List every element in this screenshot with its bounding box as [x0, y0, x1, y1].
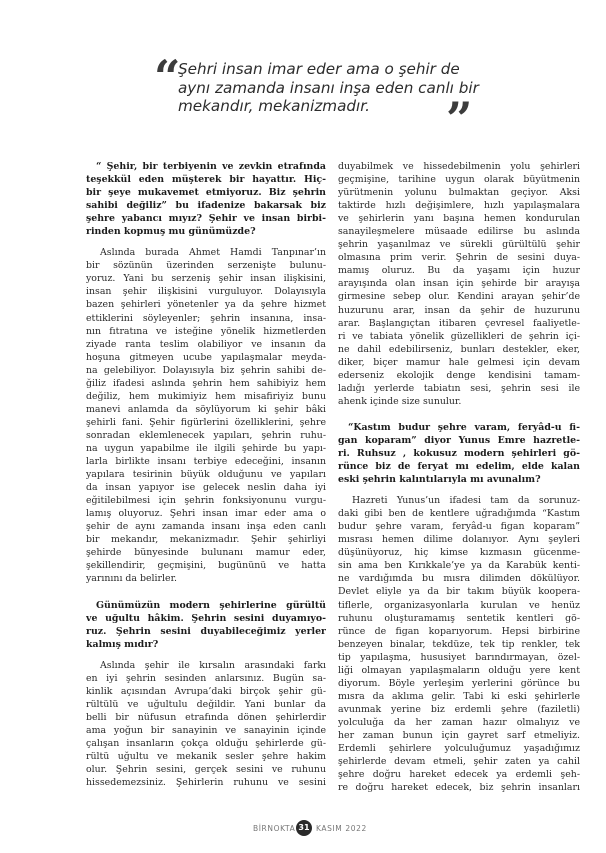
text-line: hissedemezsiniz. Şehirlerin ruhunu ve sesini [86, 777, 326, 789]
text-line: kalmış mıdır? [86, 638, 159, 650]
text-line: teşekkül eden müşterek bir hayattır. Hiç- [86, 174, 326, 186]
text-line: mısrası hemen dilime dolanıyor. Aynı şeyleri [338, 534, 580, 546]
text-line: arayışında olan insan için şehirde bir arayışa [338, 278, 580, 290]
text-line: en iyi şehrin sesinden anlarsınız. Bugün sa- [86, 672, 326, 684]
text-line: mısra da aklıma gelir. Tabi ki eski şehirlerle [338, 690, 580, 702]
text-line: tip yapılaşma, hususiyet barındırmayan, özel- [338, 651, 580, 663]
close-quote-mark: ” [446, 92, 473, 146]
text-line: taktirde hızlı değişimlere, hızlı yapılaşmalara [338, 200, 580, 212]
text-line: ruhunu oluşturamamış sentetik kentleri gö- [338, 612, 580, 624]
text-line: ederseniz ekolojik denge kendisini tamam- [338, 369, 580, 381]
text-line: Hazreti Yunus’un ifadesi tam da sorunuz- [352, 495, 580, 507]
text-line: ahenk içinde size sunulur. [338, 395, 462, 407]
text-line: na gelebiliyor. Dolayısıyla biz şehrin sahibi de- [86, 364, 326, 376]
text-line: ğiliz ifadesi aslında şehrin hem sahibiyiz hem [86, 377, 326, 389]
text-line: sin ama ben Kırıkkale’ye ya da Karabük kenti- [338, 560, 580, 572]
interview-answer [86, 659, 326, 789]
left-column [86, 160, 326, 800]
text-line: manevi anlamda da söylüyorum ki şehir bâki [86, 403, 326, 415]
open-quote-mark: “ [154, 50, 181, 104]
text-line: mamış oluruz. Bu da yaşamı için huzur [338, 265, 580, 277]
interview-answer [86, 246, 326, 585]
right-column [338, 160, 580, 800]
text-line: ri. Ruhsuz , kokusuz modern şehirleri gö- [338, 447, 580, 459]
text-line: ve uğultu hâkim. Şehrin sesini duyamıyo- [86, 612, 326, 624]
text-line: yürütmenin yolunu bulmaktan geçiyor. Aksi [338, 187, 580, 199]
text-line: benzeyen binalar, tekdüze, tek tip renkler, tek [338, 638, 580, 650]
text-line: eğitilebilmesi için şehrin fonksiyonunu vurgu- [86, 495, 326, 507]
text-line: lamış oluyoruz. Şehri insan imar eder ama o [86, 508, 326, 520]
interview-answer-continued [338, 160, 580, 408]
text-line: rünce biz de feryat mı edelim, elde kalan [338, 461, 580, 473]
text-line: ziyade ranta teslim olabiliyor ve insanın da [86, 338, 326, 350]
text-line: da insan yapıyor ise gelecek neslin daha iyi [86, 482, 326, 494]
text-line: gan koparam” diyor Yunus Emre hazretle- [338, 434, 580, 446]
text-line: hoşuna gitmeyen ucube yapılaşmalar meyda- [86, 351, 326, 363]
text-line: sonradan eklemlenecek yapıları, şehrin ruhu- [86, 429, 326, 441]
magazine-name: BİRNOKTA [253, 824, 296, 833]
text-line: çalışan insanların çokça olduğu şehirlerde gü- [86, 737, 326, 749]
text-line: avunmak yerine biz erdemli şehre (faziletli) [338, 703, 580, 715]
text-line: rünce de figan koparıyorum. Hepsi birbirine [338, 625, 580, 637]
text-line: ama yoğun bir sanayinin ve sanayinin içinde [86, 724, 326, 736]
text-line: şehrin yaşanılmaz ve sürekli gürültülü şehir [338, 239, 580, 251]
text-line: şehirlerde devam etmeli, şehir zaten ya cahil [338, 756, 580, 768]
text-line: yarınını da belirler. [86, 573, 177, 585]
text-line: Aslında burada Ahmet Hamdi Tanpınar’ın [100, 247, 326, 259]
page-number: 31 [296, 820, 312, 836]
text-line: arar. Başlangıçtan itibaren çevresel faaliyetle- [338, 317, 580, 329]
text-line: şekillendirir, geçmişini, bugününü ve hatta [86, 560, 326, 572]
text-line: şehre yabancı mıyız? Şehir ve insan birbi- [86, 213, 326, 225]
text-line: ri ve tabiata yönelik güzellikleri de şehrin içi- [338, 330, 580, 342]
text-line: Devlet eliyle ya da bir takım büyük koopera- [338, 586, 580, 598]
text-line: girmesine sebep olur. Kendini arayan şehir’de [338, 291, 580, 303]
text-line: ladığı yerlerde tabiatın sesi, şehrin sesi ile [338, 382, 580, 394]
page-footer [0, 819, 606, 839]
text-line: tiflerle, organizasyonlarla kurulan ve henüz [338, 599, 580, 611]
text-line: yapılara tesirinin büyük olduğunu ve yapıları [86, 469, 326, 481]
text-line: liği olmayan yapılaşmaların olduğu yere kent [338, 664, 580, 676]
text-line: duyabilmek ve hissedebilmenin yolu şehirleri [338, 161, 580, 172]
text-line: huzurunu arar, insan da şehir de huzurunu [338, 304, 580, 316]
text-line: ettiklerini söyleyenler; şehrin insanına, insa- [86, 312, 326, 324]
text-line: nın fıtratına ve isteğine yönelik hizmetlerden [86, 325, 326, 337]
text-line: Erdemli şehirlere yolculuğumuz yaşadığımız [338, 743, 580, 755]
text-line: insan şehir ilişkisini vurguluyor. Dolayısıyla [86, 286, 326, 298]
text-line: rültülü ve uğultulu değildir. Yani bunlar da [86, 698, 326, 710]
text-line: Günümüzün modern şehirlerine gürültü [96, 599, 326, 611]
text-line: re doğru hareket edecek, biz şehrin insanları [338, 782, 580, 794]
interview-question [338, 421, 580, 486]
text-line: rinden kopmuş mu günümüzde? [86, 226, 256, 238]
text-line: budur şehre varam, feryâd-u figan koparam” [338, 521, 580, 533]
text-line: bir mekandır, mekanizmadır. Şehir şehirliyi [86, 534, 326, 546]
text-line: olur. Şehrin sesini, gerçek sesini ve ruhunu [86, 764, 326, 776]
text-line: ne vardığımda bu mısra dilimden dökülüyor. [338, 573, 580, 585]
text-line: sahibi değiliz” bu ifadenize bakarsak biz [86, 200, 326, 212]
text-line: kinlik açısından Avrupa’daki birçok şehir gü- [86, 685, 326, 697]
text-line: değiliz, hem mukimiyiz hem misafiriyiz bunu [86, 390, 326, 402]
text-line: şehir de aynı zamanda insanı inşa eden canlı [86, 521, 326, 533]
pull-quote [118, 50, 518, 146]
pull-quote-line: mekandır, mekanizmadır. [178, 97, 370, 115]
text-line: ve şehirlerin yanı başına hemen kondurulan [338, 213, 580, 225]
text-line: belli bir nüfusun etrafında dönen şehirlerdir [86, 711, 326, 723]
pull-quote-line: Şehri insan imar eder ama o şehir de [178, 60, 460, 78]
text-line: diyorum. Böyle yerleşim yerlerini görünce bu [338, 677, 580, 689]
text-line: ruz. Şehrin sesini duyabileceğimiz yerler [86, 625, 326, 637]
text-line: daki gibi ben de kentlere uğradığımda “Kastım [338, 508, 580, 520]
text-line: larla birlikte insanı terbiye edeceğini, insanın [86, 456, 326, 468]
text-line: ne dahil edebilirseniz, bunları destekler, eker, [338, 343, 580, 355]
text-line: Aslında şehir ile kırsalın arasındaki farkı [100, 659, 326, 671]
text-line: şehirli fani. Şehir figürlerini özelliklerini, şehre [86, 416, 326, 428]
pull-quote-line: aynı zamanda insanı inşa eden canlı bir [178, 78, 479, 97]
interview-question [86, 160, 326, 238]
text-line: bir sözünün üzerinden serzenişte bulunu- [86, 260, 326, 272]
text-line: şehirde bünyesinde bulunanı mamur eder, [86, 547, 326, 559]
text-line: şehre doğru hareket edecek ya erdemli şeh- [338, 769, 580, 781]
text-line: olmasına prim verir. Şehrin de sesini duya- [338, 252, 580, 264]
text-line: rültü uğultu ve mekanik sesler şehre hakim [86, 751, 326, 763]
interview-answer [338, 494, 580, 794]
text-line: bazen şehirleri yönetenler ya da şehre hizmet [86, 299, 326, 311]
text-line: “ Şehir, bir terbiyenin ve zevkin etrafında [96, 161, 326, 172]
text-line: bir şeye mukavemet etmiyoruz. Biz şehrin [86, 187, 326, 199]
text-line: “Kastım budur şehre varam, feryâd-u fi- [348, 421, 580, 433]
issue-date: KASIM 2022 [316, 824, 367, 833]
text-line: geçmişine, tarihine uygun olarak büyütmenin [338, 174, 580, 186]
text-line: yolculuğa da her zaman hazır olmalıyız ve [338, 716, 580, 728]
text-line: düşünüyoruz, hiç kimse kızmasın gücenme- [338, 547, 580, 559]
text-line: yoruz. Yani bu serzeniş şehir insan ilişkisini, [86, 273, 326, 285]
text-line: eski şehrin kalıntılarıyla mı avunalım? [338, 474, 541, 486]
text-line: diker, biçer mamur hale gelmesi için devam [338, 356, 580, 368]
text-line: na uygun yapabilme ile ilgili şehirde bu yapı- [86, 442, 326, 454]
text-line: sanayileşmelere müsaade edilirse bu aslında [338, 226, 580, 238]
interview-question [86, 599, 326, 651]
text-line: her zaman bunun için gayret sarf etmeliyiz. [338, 729, 580, 741]
